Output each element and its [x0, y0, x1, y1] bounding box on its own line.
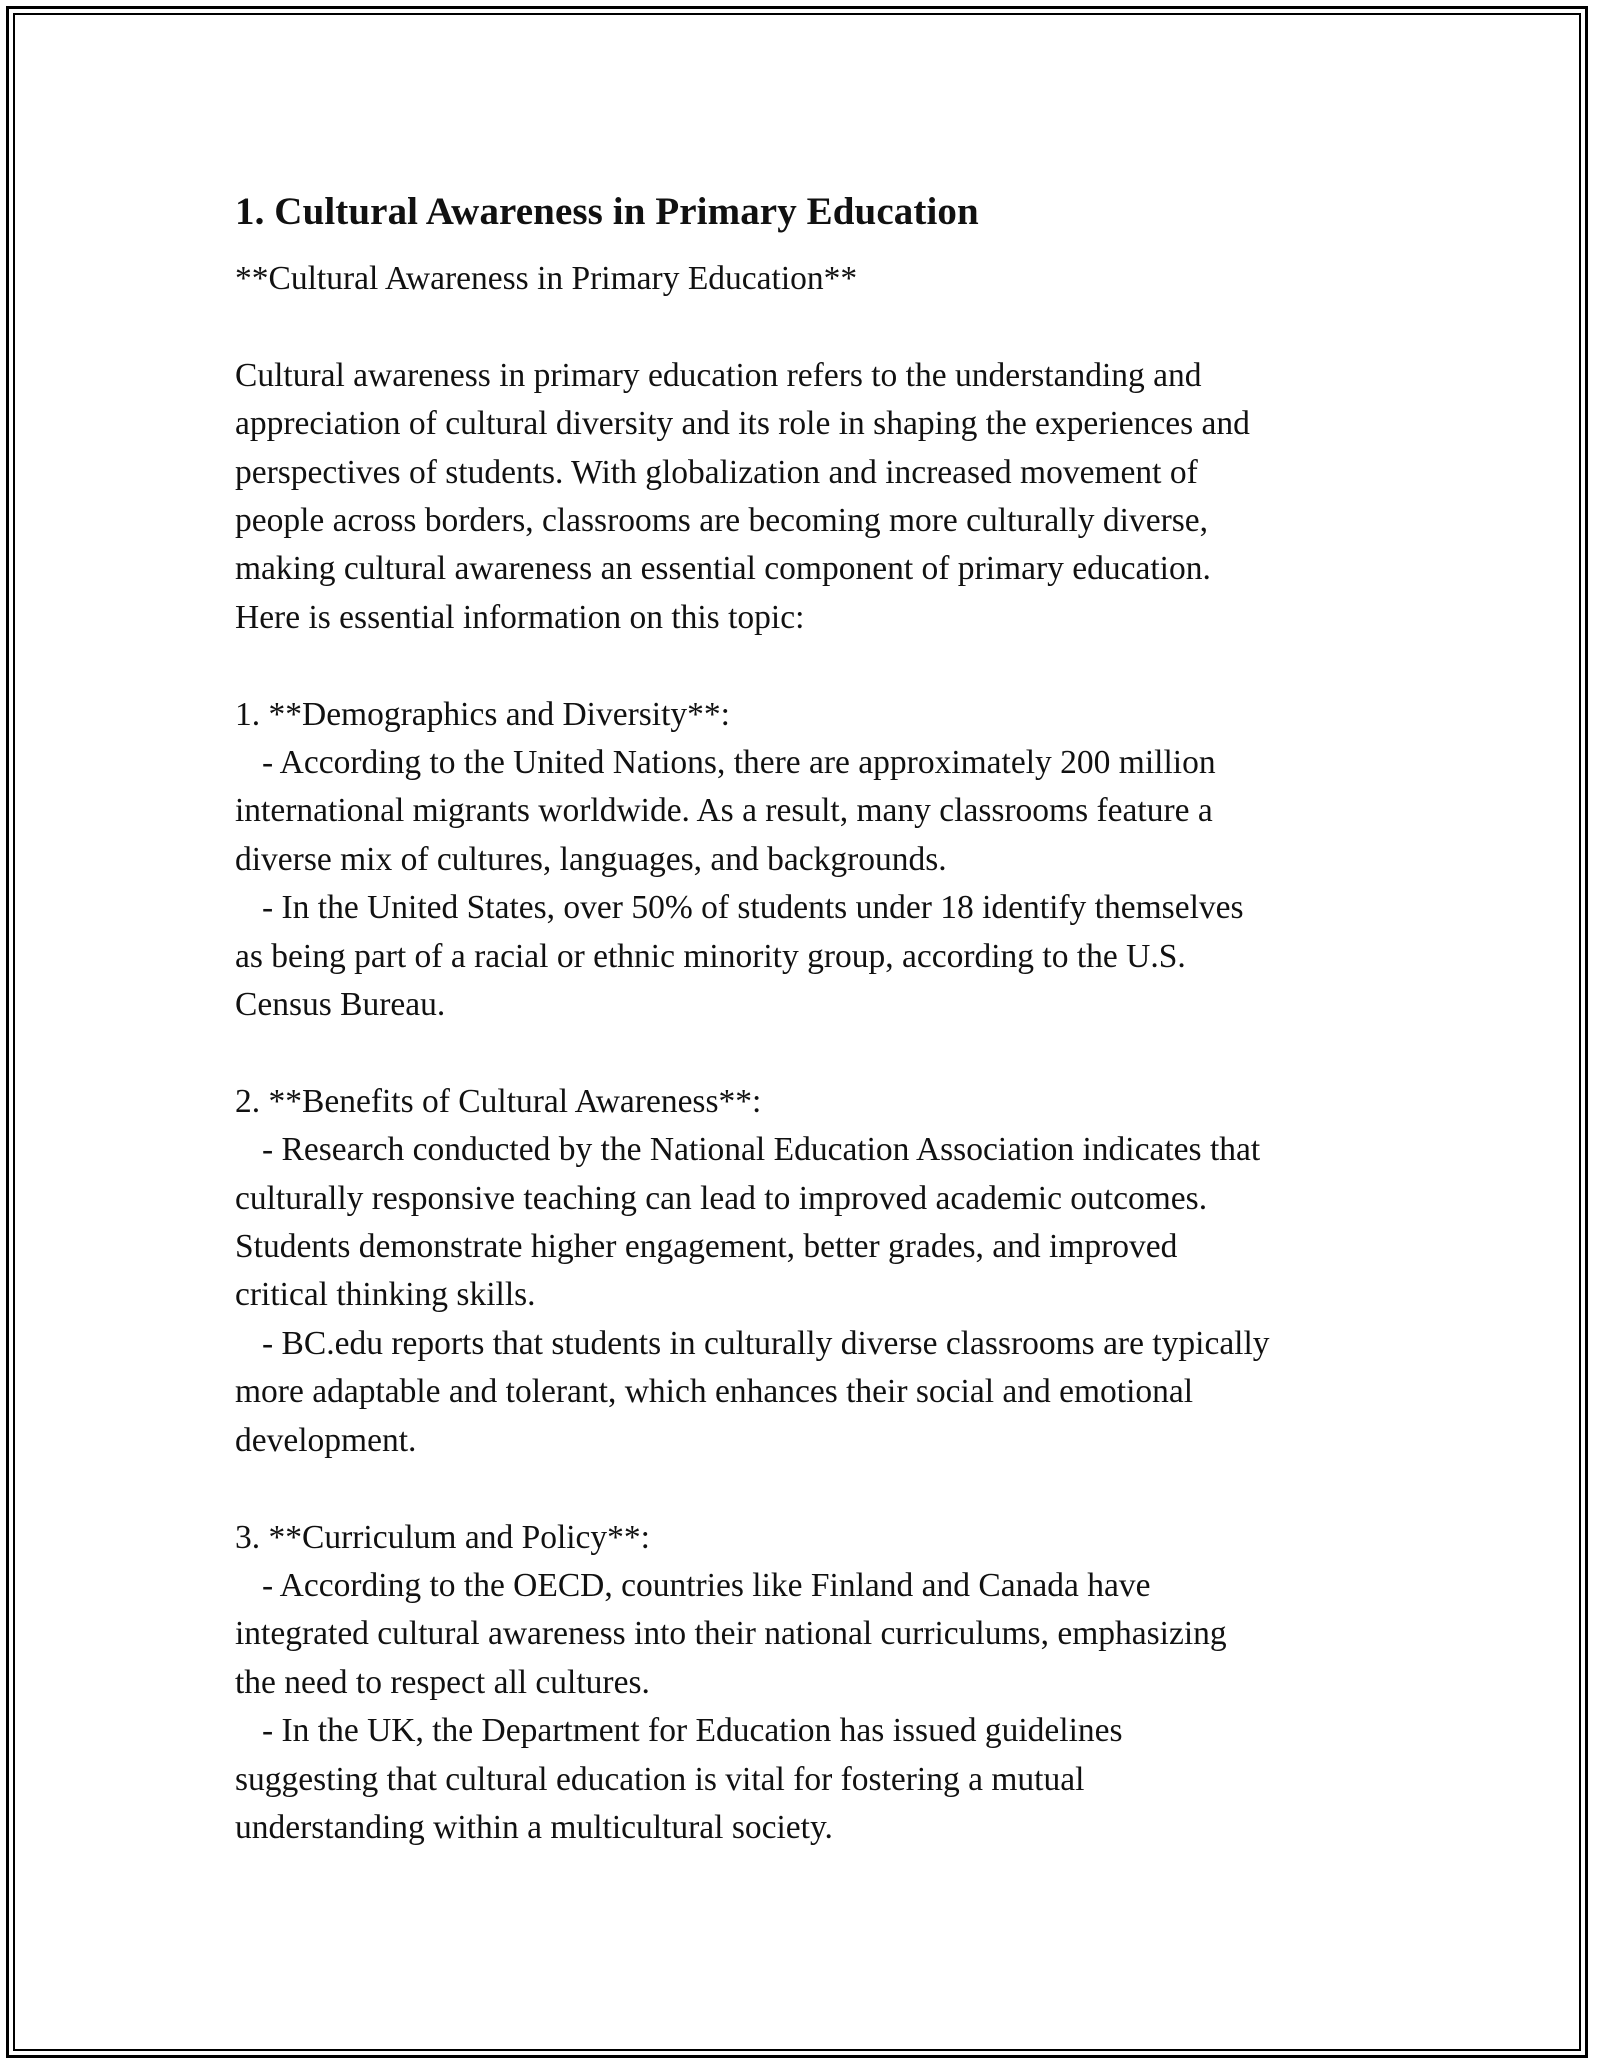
bullet-line: - According to the United Nations, there are approximately 200 million	[262, 744, 1216, 782]
bullet-line: Students demonstrate higher engagement, better grades, and improved	[235, 1228, 1178, 1266]
bullet-line: critical thinking skills.	[235, 1276, 536, 1314]
bullet-line: - Research conducted by the National Education Association indicates that	[262, 1131, 1261, 1169]
bullet-line: the need to respect all cultures.	[235, 1663, 650, 1701]
section-benefits	[235, 1078, 1385, 1465]
bullet-line: integrated cultural awareness into their national curriculums, emphasizing	[235, 1615, 1227, 1653]
bullet-line: more adaptable and tolerant, which enhances their social and emotional	[235, 1373, 1194, 1411]
document-body	[235, 185, 1385, 1852]
section-demographics	[235, 691, 1385, 1030]
bullet-line: culturally responsive teaching can lead to improved academic outcomes.	[235, 1179, 1208, 1217]
spacer	[235, 1465, 1385, 1513]
bullet-line: - In the UK, the Department for Education has issued guidelines	[262, 1712, 1123, 1750]
bullet-line: understanding within a multicultural society.	[235, 1808, 833, 1846]
intro-line: Here is essential information on this topic:	[235, 598, 805, 636]
document-subtitle: **Cultural Awareness in Primary Education**	[235, 260, 858, 297]
section-curriculum	[235, 1514, 1385, 1853]
bullet-line: international migrants worldwide. As a result, many classrooms feature a	[235, 792, 1213, 830]
bullet-line: development.	[235, 1421, 417, 1459]
spacer	[235, 303, 1385, 351]
intro-paragraph	[235, 352, 1385, 642]
section-title: 3. **Curriculum and Policy**:	[235, 1518, 650, 1556]
intro-line: people across borders, classrooms are becoming more culturally diverse,	[235, 502, 1209, 540]
intro-line: Cultural awareness in primary education refers to the understanding and	[235, 356, 1202, 394]
bullet-line: as being part of a racial or ethnic minority group, according to the U.S.	[235, 937, 1186, 975]
bullet-line: - BC.edu reports that students in culturally diverse classrooms are typically	[262, 1324, 1270, 1362]
intro-line: perspectives of students. With globalization and increased movement of	[235, 453, 1198, 491]
bullet-line: - In the United States, over 50% of students under 18 identify themselves	[262, 889, 1244, 927]
section-title: 1. **Demographics and Diversity**:	[235, 695, 730, 733]
bullet-line: suggesting that cultural education is vital for fostering a mutual	[235, 1760, 1085, 1798]
bullet-line: - According to the OECD, countries like Finland and Canada have	[262, 1566, 1151, 1604]
document-heading: 1. Cultural Awareness in Primary Education	[235, 190, 979, 233]
spacer	[235, 642, 1385, 690]
spacer	[235, 1029, 1385, 1077]
intro-line: making cultural awareness an essential component of primary education.	[235, 550, 1211, 588]
section-title: 2. **Benefits of Cultural Awareness**:	[235, 1082, 762, 1120]
bullet-line: diverse mix of cultures, languages, and backgrounds.	[235, 840, 947, 878]
intro-line: appreciation of cultural diversity and its role in shaping the experiences and	[235, 405, 1250, 443]
bullet-line: Census Bureau.	[235, 986, 446, 1024]
